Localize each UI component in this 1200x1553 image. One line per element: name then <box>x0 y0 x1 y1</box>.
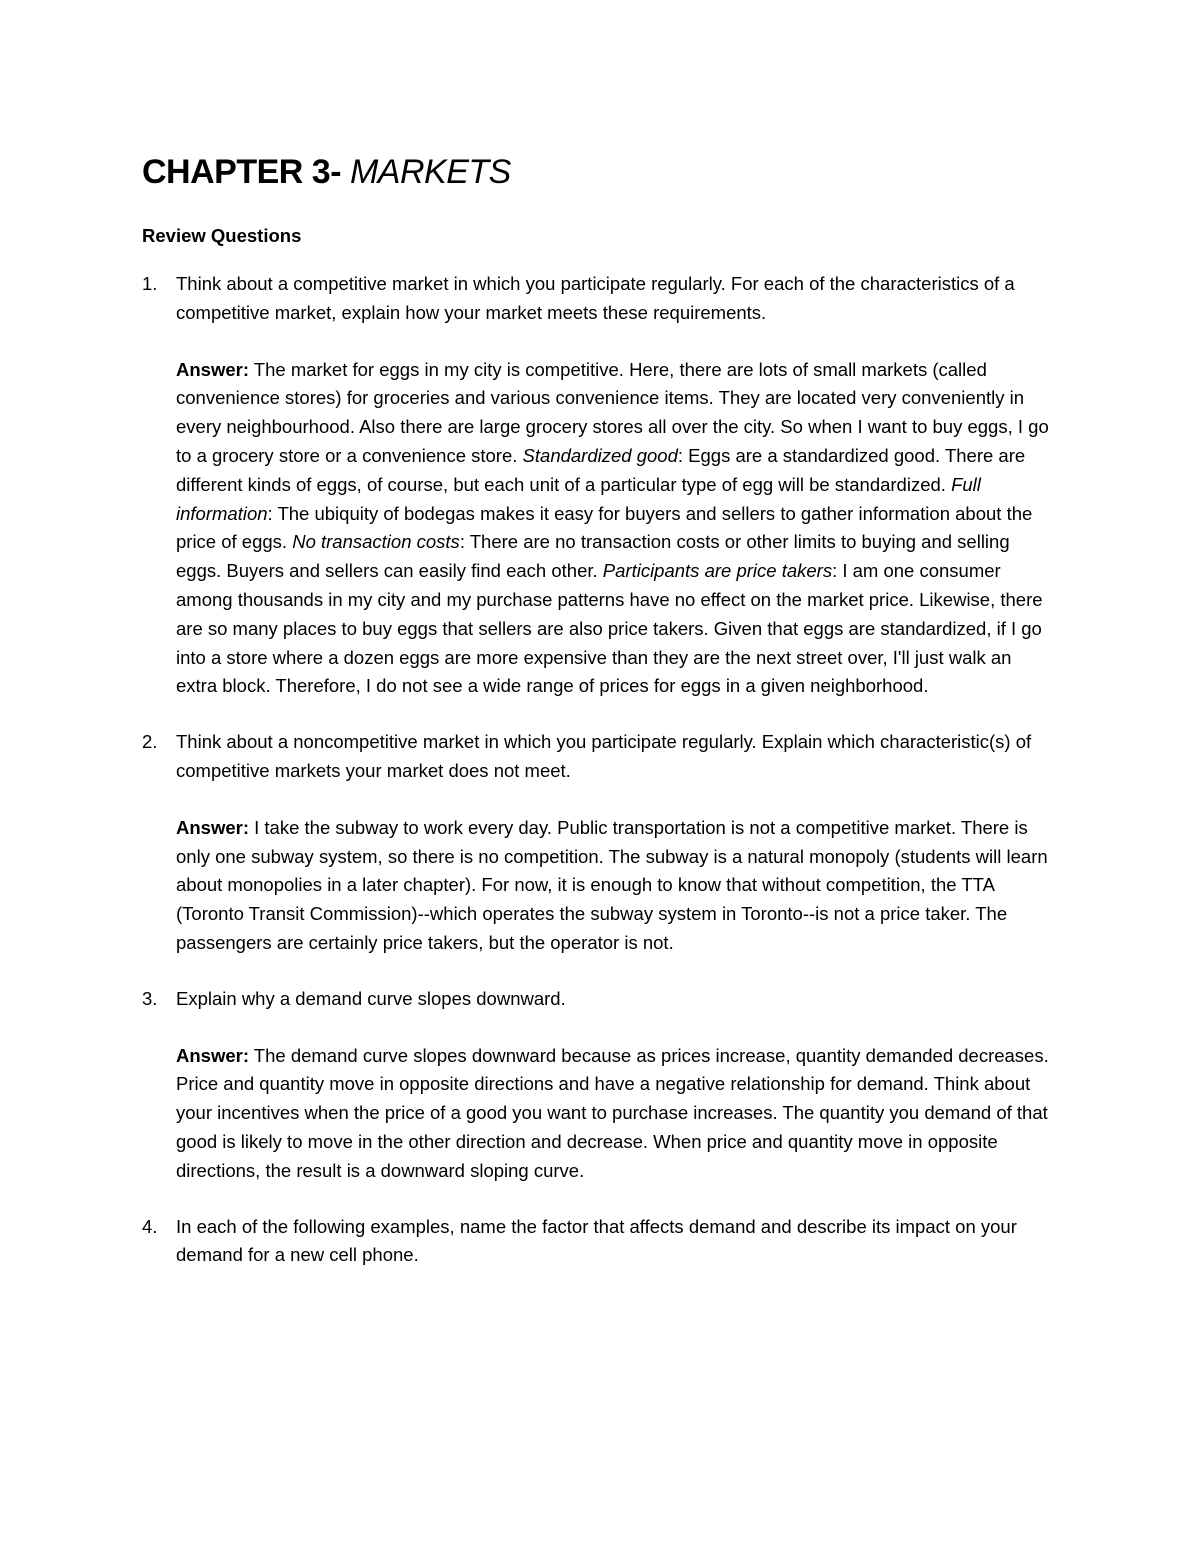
answer-emphasis: No transaction costs <box>292 531 460 553</box>
question-item <box>142 1213 1050 1271</box>
answer-paragraph <box>176 356 1050 702</box>
chapter-topic: MARKETS <box>349 153 511 191</box>
question-text: Think about a competitive market in which you participate regularly. For each of the characteristics of a competitive market, explain how your market meets these requirements. <box>176 273 1015 323</box>
answer-text: : The ubiquity of bodegas makes it easy for buyers and sellers to gather information about the price of eggs. <box>176 502 1033 553</box>
question-number: 4. <box>142 1215 158 1237</box>
answer-text: : Eggs are a standardized good. There are different kinds of eggs, of course, but each unit of a particular type of egg will be standardized. <box>176 444 1026 495</box>
answer-label: Answer: <box>176 358 249 380</box>
answer-text: The market for eggs in my city is competitive. Here, there are lots of small markets (called convenience stores) for groceries and various convenience items. They are located very conveniently in every neighbourhood. Also there are large grocery stores all over the city. So when I want to buy eggs, I go to a grocery store or a convenience store. <box>176 358 1049 466</box>
answer-emphasis: Participants are price takers <box>602 560 833 582</box>
answer-text: The demand curve slopes downward because as prices increase, quantity demanded decreases. Price and quantity move in opposite directions and have a negative relationship for demand. Think about your incentives when the price of a good you want to purchase increases. The quantity you demand of that good is likely to move in the other direction and decrease. When price and quantity move in opposite directions, the result is a downward sloping curve. <box>176 1044 1049 1181</box>
answer-paragraph <box>176 1042 1050 1186</box>
answer-text: I take the subway to work every day. Public transportation is not a competitive market. There is only one subway system, so there is no competition. The subway is a natural monopoly (students will learn about monopolies in a later chapter). For now, it is enough to know that without competition, the TTA (Toronto Transit Commission)--which operates the subway system in Toronto--is not a price taker. The passengers are certainly price takers, but the operator is not. <box>176 816 1048 953</box>
chapter-number: CHAPTER 3- <box>142 153 342 191</box>
question-item <box>142 728 1050 958</box>
question-list <box>142 270 1050 1270</box>
question-number: 1. <box>142 273 158 294</box>
chapter-title <box>142 150 1050 194</box>
answer-emphasis: Standardized good <box>522 444 678 466</box>
answer-emphasis: Full information <box>176 473 981 524</box>
answer-paragraph <box>176 814 1050 958</box>
question-number: 2. <box>142 731 158 753</box>
question-text: In each of the following examples, name the factor that affects demand and describe its impact on your demand for a new cell phone. <box>176 1215 1017 1266</box>
question-number: 3. <box>142 987 158 1009</box>
question-text: Explain why a demand curve slopes downward. <box>176 987 566 1009</box>
question-item <box>142 985 1050 1186</box>
answer-text: : There are no transaction costs or other limits to buying and selling eggs. Buyers and sellers can easily find each other. <box>176 531 1010 582</box>
question-text: Think about a noncompetitive market in which you participate regularly. Explain which characteristic(s) of competitive markets your market does not meet. <box>176 731 1032 781</box>
answer-label: Answer: <box>176 1044 249 1066</box>
answer-text: : I am one consumer among thousands in my city and my purchase patterns have no effect on the market price. Likewise, there are so many places to buy eggs that sellers are also price takers. Given that eggs are standardized, if I go into a store where a dozen eggs are more expensive than they are the next street over, I'll just walk an extra block. Therefore, I do not see a wide range of prices for eggs in a given neighborhood. <box>176 560 1043 697</box>
answer-label: Answer: <box>176 816 249 838</box>
section-heading: Review Questions <box>142 225 302 246</box>
question-item <box>142 270 1050 701</box>
